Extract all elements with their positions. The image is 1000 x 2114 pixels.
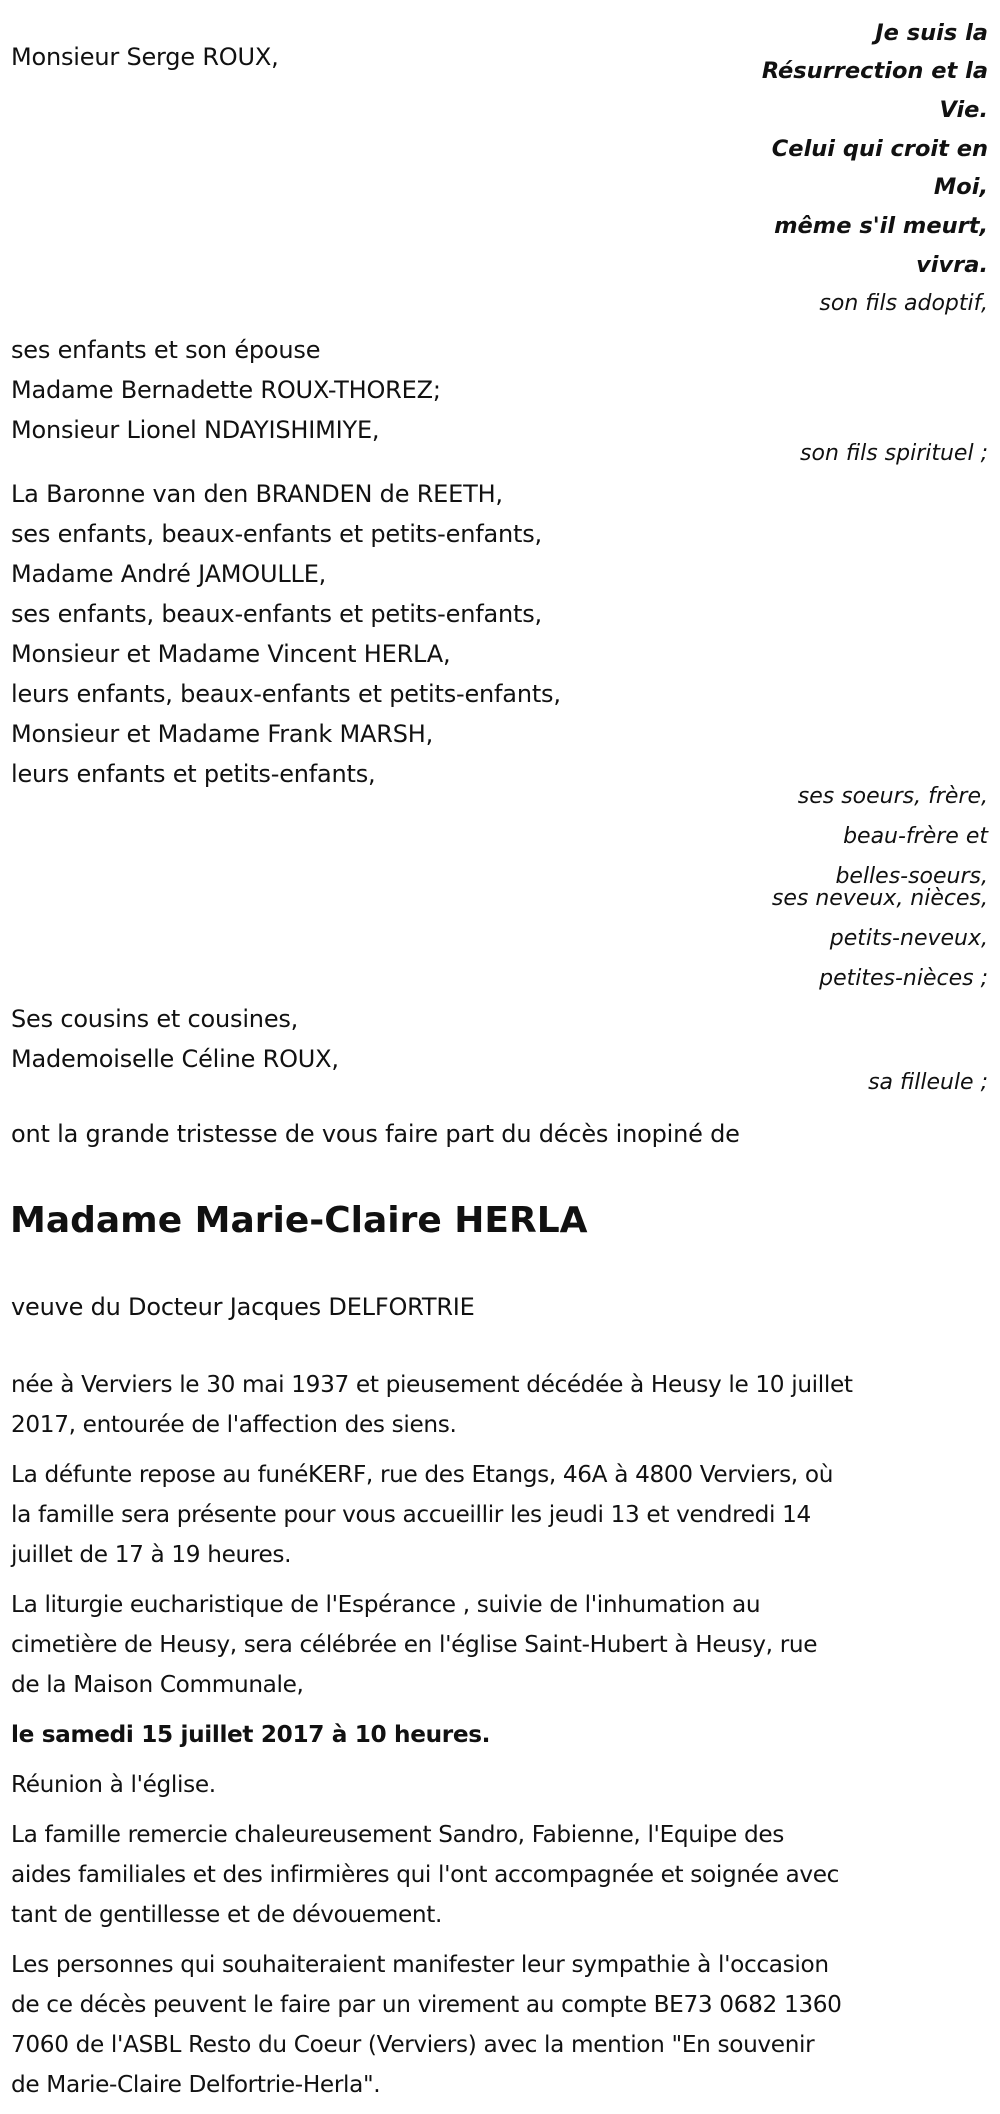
family-relation: son fils spirituel ; xyxy=(800,441,988,466)
verse-line: Je suis la xyxy=(875,20,988,46)
verse-line: même s'il meurt, xyxy=(774,213,988,239)
deceased-subtitle: veuve du Docteur Jacques DELFORTRIE xyxy=(11,1293,475,1321)
family-member: Madame Bernadette ROUX-THOREZ; xyxy=(11,376,441,404)
family-member: ses enfants, beaux-enfants et petits-enfants, xyxy=(11,520,542,548)
verse-line: Résurrection et la xyxy=(761,58,988,84)
verse-line: vivra. xyxy=(916,252,988,278)
verse-line: Celui qui croit en xyxy=(771,136,988,162)
paragraph-line: née à Verviers le 30 mai 1937 et pieusement décédée à Heusy le 10 juillet xyxy=(11,1371,853,1398)
paragraph-line: La liturgie eucharistique de l'Espérance , suivie de l'inhumation au xyxy=(11,1591,761,1618)
paragraph-line: de ce décès peuvent le faire par un virement au compte BE73 0682 1360 xyxy=(11,1991,842,2018)
family-relation: ses soeurs, frère, xyxy=(797,784,988,809)
family-relation: beau-frère et xyxy=(843,824,988,849)
family-member: Ses cousins et cousines, xyxy=(11,1005,299,1033)
family-member: Monsieur et Madame Vincent HERLA, xyxy=(11,640,451,668)
family-relation: petits-neveux, xyxy=(829,926,988,951)
deceased-name: Madame Marie-Claire HERLA xyxy=(10,1200,588,1241)
family-member: La Baronne van den BRANDEN de REETH, xyxy=(11,480,503,508)
family-relation: petites-nièces ; xyxy=(819,966,988,991)
family-member: Monsieur et Madame Frank MARSH, xyxy=(11,720,434,748)
verse-line: Moi, xyxy=(933,174,988,200)
paragraph-line: la famille sera présente pour vous accueillir les jeudi 13 et vendredi 14 xyxy=(11,1501,811,1528)
family-member: leurs enfants, beaux-enfants et petits-enfants, xyxy=(11,680,561,708)
family-member: Monsieur Serge ROUX, xyxy=(11,43,279,71)
paragraph-line: Les personnes qui souhaiteraient manifester leur sympathie à l'occasion xyxy=(11,1951,829,1978)
paragraph-line: La défunte repose au funéKERF, rue des Etangs, 46A à 4800 Verviers, où xyxy=(11,1461,834,1488)
family-relation: belles-soeurs, xyxy=(835,864,988,889)
paragraph-line: Réunion à l'église. xyxy=(11,1771,216,1798)
paragraph-line: de la Maison Communale, xyxy=(11,1671,304,1698)
service-date: le samedi 15 juillet 2017 à 10 heures. xyxy=(11,1721,491,1748)
paragraph-line: de Marie-Claire Delfortrie-Herla". xyxy=(11,2071,381,2098)
family-member: Monsieur Lionel NDAYISHIMIYE, xyxy=(11,416,380,444)
verse-line: Vie. xyxy=(939,97,988,123)
announcement-text: ont la grande tristesse de vous faire part du décès inopiné de xyxy=(11,1120,740,1148)
paragraph-line: cimetière de Heusy, sera célébrée en l'église Saint-Hubert à Heusy, rue xyxy=(11,1631,818,1658)
family-member: ses enfants et son épouse xyxy=(11,336,321,364)
family-member: ses enfants, beaux-enfants et petits-enfants, xyxy=(11,600,542,628)
paragraph-line: juillet de 17 à 19 heures. xyxy=(11,1541,292,1568)
family-relation: sa filleule ; xyxy=(868,1070,988,1095)
family-relation: son fils adoptif, xyxy=(819,291,988,316)
paragraph-line: La famille remercie chaleureusement Sandro, Fabienne, l'Equipe des xyxy=(11,1821,784,1848)
family-member: Madame André JAMOULLE, xyxy=(11,560,327,588)
paragraph-line: tant de gentillesse et de dévouement. xyxy=(11,1901,442,1928)
paragraph-line: 7060 de l'ASBL Resto du Coeur (Verviers) avec la mention "En souvenir xyxy=(11,2031,815,2058)
paragraph-line: aides familiales et des infirmières qui l'ont accompagnée et soignée avec xyxy=(11,1861,840,1888)
family-member: Mademoiselle Céline ROUX, xyxy=(11,1045,339,1073)
family-relation: ses neveux, nièces, xyxy=(771,886,988,911)
paragraph-line: 2017, entourée de l'affection des siens. xyxy=(11,1411,457,1438)
family-member: leurs enfants et petits-enfants, xyxy=(11,760,376,788)
